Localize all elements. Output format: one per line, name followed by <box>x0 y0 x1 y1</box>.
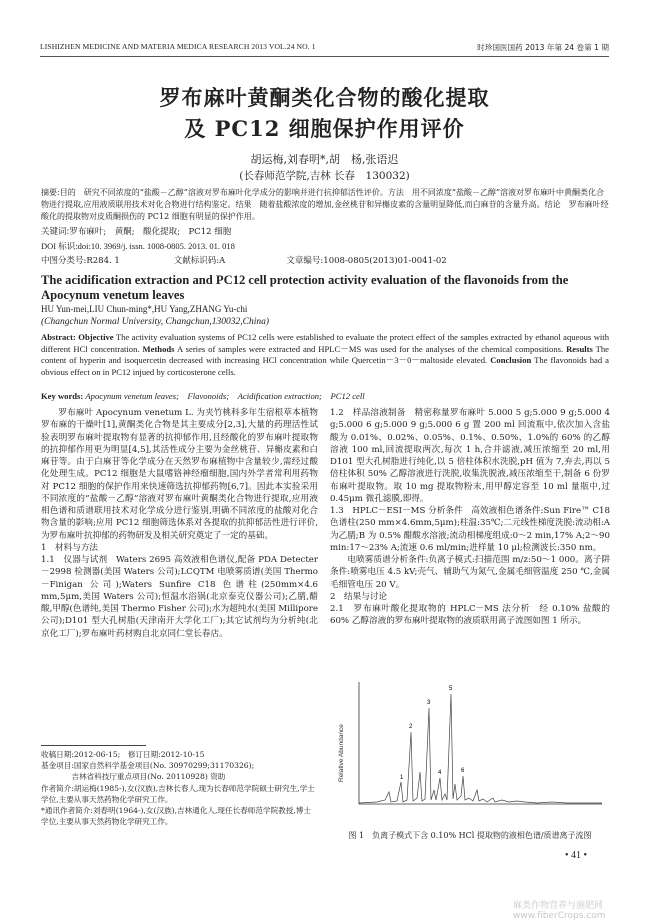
peak-label-2: 2 <box>409 724 413 730</box>
section-heading-2: 2 结果与讨论 <box>330 591 388 602</box>
watermark: 麻类作物营养与施肥网 www.fiberCrops.com <box>513 901 606 921</box>
affiliation: (长春师范学院,吉林 长春 130032) <box>239 170 410 182</box>
conclusion-text: The flavonoids had a obvious effect on in PC12 injued by corticosterone cells. <box>41 355 609 377</box>
keywords-en <box>41 390 609 402</box>
doc-code-value: A <box>219 256 226 266</box>
hplc-conditions-paragraph: 1.3 HPLC－ESI－MS 分析条件 高效液相色谱条件:Sun Fire™ C18 色谱柱(250 mm×4.6mm,5μm);柱温:35℃;二元线性梯度洗脱:流动相:A 为乙腈;B 为 0.5% 醋酸水溶液;流动相梯度组成:0～2 min,17% A;2～90 min:17～23% A;流速 0.6 ml/min;进样量 10 μl;检测波长:350 nm。 <box>330 506 610 553</box>
abstract-cn <box>41 187 609 223</box>
abstract-en-label: Abstract: <box>41 332 76 342</box>
peak-label-1: 1 <box>400 775 404 781</box>
methods-text: A series of samples were extracted and HPLC－MS was used for the analyses of the chemical compositions. <box>176 343 564 354</box>
results-label: Results <box>566 343 593 354</box>
objective-label: Objective <box>78 332 114 342</box>
doi-value: doi:10. 3969/j. issn. 1008-0805. 2013. 01. 018 <box>77 241 235 251</box>
instruments-paragraph: 1.1 仪器与试剂 Waters 2695 高效液相色谱仪,配备 PDA Detecter－2998 检测器(美国 Waters 公司);LCQTM 电喷雾质谱(美国 Thermo－Finigan 公司);Waters Sunfire C18 色谱柱(250mm×4.6 mm,5μm,美国 Waters 公司);恒温水浴锅(北京泰克仪器公司);乙腈,醋酸,甲醇(色谱纯,美国 Thermo Fisher 公司);水为超纯水(美国 Millipore 公司);D101 型大孔树脂(天津南开大学化工厂);其它试剂均为分析纯(北京化工厂);罗布麻叶药材购自北京同仁堂长春店。 <box>41 555 318 639</box>
conclusion-label: Conclusion <box>490 355 532 366</box>
doi-label: DOI 标识: <box>41 241 78 251</box>
intro-paragraph: 罗布麻叶 Apocynum venetum L. 为夹竹桃科多年生宿根草本植物罗布麻的干燥叶[1],黄酮类化合物是其主要成分[2,3],大量的药理活性试验表明罗布麻叶提取物有显著的抗抑郁作用,且经酸化的罗布麻叶提取物的抗抑郁作用更为明显[4,5],其活性成分主要为金丝桃苷、异槲皮素和白麻苷等。由于白麻苷等化学成分在天然罗布麻植物中含量较少,需经过酸化处理生成。PC12 细胞是大鼠嗜铬神经瘤细胞,国内外学者常利用药物对 PC12 细胞的保护作用来快速筛选抗抑郁药物[6,7]。因此本实验采用不同浓度的“盐酸－乙醇”溶液对罗布麻叶黄酮类化合物进行提取,应用液相色谱和质谱联用技术对化学成分进行鉴别,明确不同浓度的盐酸对化合物含量的影响;应用 PC12 细胞筛选体系对各提取的抗抑郁活性进行评价,为罗布麻叶抗抑郁的药物研发及相关研究奠定了一定的基础。 <box>41 408 318 541</box>
footnote-funding: 基金项目:国家自然科学基金项目(No. 30970299;31170326); <box>41 761 255 771</box>
title-line-1: 罗布麻叶黄酮类化合物的酸化提取 <box>159 85 490 110</box>
peak-label-3: 3 <box>427 700 431 706</box>
article-id-value: 1008-0805(2013)01-0041-02 <box>323 256 447 266</box>
section-heading-1: 1 材料与方法 <box>41 542 99 553</box>
sample-prep-paragraph: 1.2 样品溶液制备 精密称量罗布麻叶 5.000 5 g;5.000 9 g;5.000 4 g;5.000 6 g;5.000 9 g;5.000 6 g 置 200 ml 回流瓶中,依次加入含盐酸为 0.01%、0.02%、0.05%、0.1%、0.50%、1.0%的 60% 的乙醇溶液 100 ml,回流提取两次,每次 1 h,合并滤液,减压浓缩至 20 ml,用 D101 型大孔树脂进行纯化,以 5 倍柱体积水洗脱,pH 值为 7,弃去,再以 5 倍柱体积 50% 乙醇溶液进行洗脱,收集洗脱液,减压浓缩至干,制备 6 份罗布麻叶提取物。取 10 mg 提取物粉末,用甲醇定容至 10 ml 量瓶中,过 0.45μm 微孔滤膜,即得。 <box>330 408 610 504</box>
doi-line <box>41 240 609 252</box>
figure-1-chromatogram <box>337 672 609 822</box>
chromatogram-svg <box>337 672 609 822</box>
ion-current-trace <box>359 694 602 803</box>
title-line-2: 及 PC12 细胞保护作用评价 <box>184 116 465 141</box>
figure-ylabel: Relative Abundance <box>338 724 345 782</box>
methods-label: Methods <box>142 343 175 354</box>
footnote-corresponding: *通讯作者简介:刘春明(1964-),女(汉族),吉林通化人,现任长春师范学院教授,博士学位,主要从事天然药物化学研究工作。 <box>41 806 311 827</box>
abstract-en <box>41 332 609 378</box>
journal-issue-cn: 时珍国医国药 2013 年第 24 卷第 1 期 <box>477 43 609 52</box>
peak-label-4: 4 <box>438 770 442 776</box>
keywords-en-label: Key words: <box>41 391 84 401</box>
abstract-cn-text: 目的 研究不同浓度的“盐酸－乙醇”溶液对罗布麻叶化学成分的影响并进行抗抑郁活性评价。方法 用不同浓度“盐酸－乙醇”溶液对罗布麻叶中黄酮类化合物进行提取,应用液质联用技术对化合物进行结构鉴定。结果 随着盐酸浓度的增加,金丝桃苷和异槲皮素的含量明显降低,而白麻苷的含量升高。结论 罗布麻叶经酸化的提取物对皮质酮损伤的 PC12 细胞有明显的保护作用。 <box>41 188 609 221</box>
objective-text: The activity evaluation systems of PC12 cells were established to evaluate the protect effect of the samples extracted by ethanol aqueous with different HCl concentration. <box>41 332 609 354</box>
keywords-cn-label: 关键词: <box>41 227 70 237</box>
footnote-author: 作者简介:胡运梅(1985-),女(汉族),吉林长春人,现为长春师范学院硕士研究生,学士学位,主要从事天然药物化学研究工作。 <box>41 783 315 804</box>
classification-line <box>41 254 609 266</box>
clc-label: 中图分类号: <box>41 256 87 266</box>
affiliation-en: (Changchun Normal University, Changchun,130032,China) <box>41 317 269 327</box>
doc-code-label: 文献标识码: <box>173 256 220 266</box>
body-right-column <box>330 407 610 628</box>
results-paragraph: 2.1 罗布麻叶酸化提取物的 HPLC－MS 法分析 经 0.10% 盐酸的60% 乙醇溶液的罗布麻叶提取物的液质联用离子流图如图 1 所示。 <box>330 604 610 627</box>
footnote-divider <box>41 745 146 746</box>
peak-label-6: 6 <box>461 768 465 774</box>
clc-value: R284. 1 <box>86 256 120 266</box>
keywords-en-text: Apocynum venetum leaves; Flavonoids; Acidification extraction; PC12 cell <box>85 391 365 401</box>
authors: 胡运梅,刘春明*,胡 杨,张语迟 <box>250 153 399 166</box>
figure-1-caption: 图 1 负离子模式下含 0.10% HCl 提取物的液相色谱/质谱离子流图 <box>348 831 592 840</box>
body-left-column <box>41 407 318 640</box>
footnote-dates: 收稿日期:2012-06-15; 修订日期:2012-10-15 <box>41 750 205 759</box>
abstract-cn-label: 摘要: <box>41 188 60 197</box>
running-header <box>40 40 609 57</box>
footnote-funding-2: 吉林省科技厅重点项目(No. 20110928) 资助 <box>41 772 226 782</box>
footnotes <box>41 749 318 827</box>
title-en: The acidification extraction and PC12 cell protection activity evaluation of the flavonoids from the Apocynum venetum leaves <box>41 273 569 302</box>
results-text: The content of hyperin and isoquercetin decreased with increasing HCl concentration while Quercetin－3－0－maltoside elevated. <box>41 343 610 366</box>
keywords-cn <box>41 225 609 237</box>
journal-name-en: LISHIZHEN MEDICINE AND MATERIA MEDICA RESEARCH 2013 VOL.24 NO. 1 <box>40 42 316 51</box>
article-id-label: 文章编号: <box>286 256 324 266</box>
peak-label-5: 5 <box>449 686 453 692</box>
authors-en: HU Yun-mei,LIU Chun-ming*,HU Yang,ZHANG Yu-chi <box>41 304 248 314</box>
keywords-cn-text: 罗布麻叶; 黄酮; 酸化提取; PC12 细胞 <box>69 227 232 237</box>
ms-conditions-paragraph: 电喷雾质谱分析条件:负离子模式:扫描范围 m/z:50～1 000。离子阱条件:喷雾电压 4.5 kV;壳气、辅助气为氮气,金属毛细管温度 250 ℃,金属毛细管电压 20 V。 <box>330 555 610 590</box>
page-number: • 41 • <box>565 850 588 861</box>
